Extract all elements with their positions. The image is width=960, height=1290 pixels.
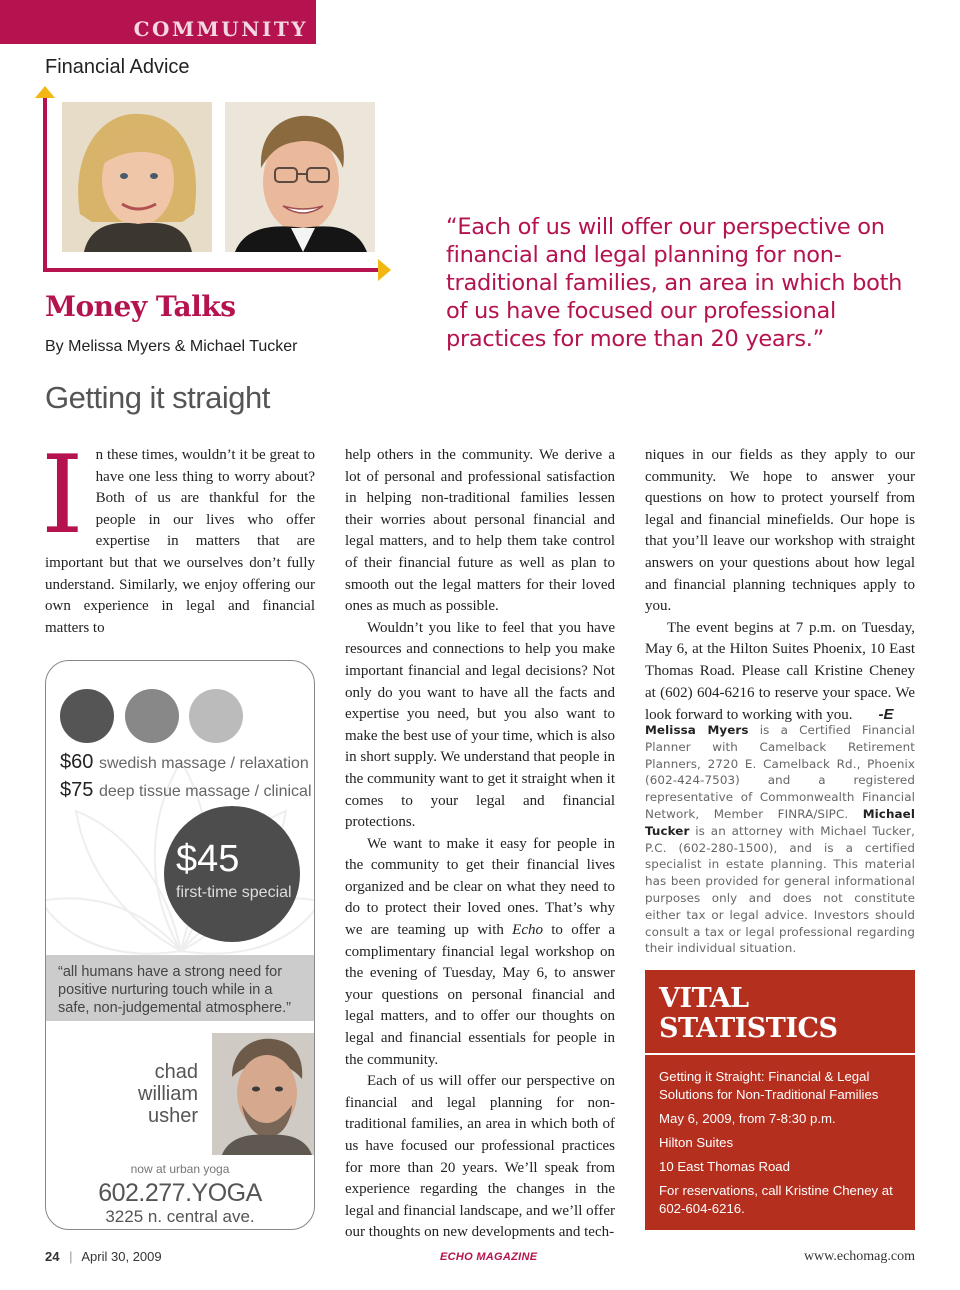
vital-item: 10 East Thomas Road: [659, 1159, 790, 1174]
name-line: william: [138, 1083, 198, 1105]
light-dot-icon: [189, 689, 243, 743]
special-label: first-time special: [176, 884, 292, 901]
price-line: [60, 751, 309, 774]
paragraph: Wouldn’t you like to feel that you have resources and connections to help you make important financial and legal decisions? Not only do you want to have all the facts and expertise you need, but you also want to make the best use of your time, which is also in short supply. We understand that people in the community want to get it straight when it comes to your legal and financial protections.: [345, 619, 615, 831]
author-bio: [645, 722, 915, 957]
bio-name: Melissa Myers: [645, 723, 749, 737]
special-offer-badge: [164, 806, 300, 942]
paragraph: help others in the community. We derive a lot of personal and professional satisfaction in helping non-traditional families lessen their worries about personal financial and legal matters, and to help them take control of their financial future as well as plan to smooth out the legal matters for their loved ones as much as possible.: [345, 447, 615, 615]
magazine-name: Echo: [512, 922, 543, 939]
page-number: [45, 1249, 162, 1264]
section-tab: COMMUNITY: [0, 0, 316, 44]
paragraph: [645, 618, 915, 727]
website-url: www.echomag.com: [803, 1249, 915, 1264]
drop-cap: I: [41, 433, 84, 558]
therapist-photo: [212, 1033, 315, 1155]
article-headline: Money Talks: [45, 290, 236, 323]
vital-item: May 6, 2009, from 7-8:30 p.m.: [659, 1111, 836, 1126]
special-price: $45: [176, 838, 240, 880]
article-subhead: Getting it straight: [45, 380, 270, 415]
paragraph-text: We want to make it easy for people in the community to get their financial lives organized and be clear on what they need to do to protect their loved ones. That’s why we are teaming up with: [345, 835, 615, 939]
frame-vertical-rule: [43, 95, 47, 272]
bio-name: Michael Tucker: [645, 806, 915, 838]
issue-date: April 30, 2009: [81, 1249, 162, 1264]
paragraph: niques in our fields as they apply to our community. We hope to answer your questions on how to protect yourself from legal and financial minefields. Our hope is that you’ll leave our workshop with straight answers on your questions about how legal and financial planning techniques apply to you.: [645, 447, 915, 615]
vital-title-line: STATISTICS: [659, 1013, 838, 1044]
name-line: usher: [147, 1105, 198, 1127]
medium-dot-icon: [125, 689, 179, 743]
price-line: [60, 779, 312, 802]
ad-phone: 602.277.YOGA: [98, 1179, 262, 1207]
vital-item: Hilton Suites: [659, 1135, 734, 1150]
paragraph-text: n these times, wouldn’t it be great to have one less thing to worry about? Both of us are thankful for the people in our lives who offer expertise in matters that are important but that we ourselves don’t fully understand. Similarly, we enjoy offering our own experience in legal and financial matters to: [45, 447, 315, 636]
vital-title-line: VITAL: [659, 983, 749, 1014]
page-number-value: 24: [45, 1249, 60, 1264]
article-column-1: [41, 433, 315, 639]
pull-quote: “Each of us will offer our perspective on financial and legal planning for non-traditional families, an area in which both of us have focused our professional practices for more than 20 years.”: [446, 214, 903, 352]
article-column-2: [345, 445, 615, 1244]
vital-item: For reservations, call Kristine Cheney at 602-604-6216.: [659, 1183, 893, 1216]
paragraph: [345, 834, 615, 1072]
bio-text: is a Certified Financial Planner with Camelback Retirement Planners, 2720 E. Camelback Rd., Phoenix (602-424-7503) and a registered representative of Commonwealth Financial Network, Member FINRA/SIPC.: [645, 723, 915, 821]
arrow-right-icon: [378, 259, 391, 281]
divider: [645, 1053, 915, 1055]
price: $60: [60, 751, 94, 773]
ad-location: now at urban yoga: [130, 1162, 230, 1176]
arrow-up-icon: [35, 86, 55, 98]
vital-title: [659, 984, 838, 1044]
vital-statistics-box: [645, 970, 915, 1230]
name-line: chad: [154, 1061, 198, 1083]
ad-quote: “all humans have a strong need for positive nurturing touch while in a safe, non-judgemental atmosphere.”: [46, 955, 314, 1021]
bio-text: is an attorney with Michael Tucker, P.C. (602-280-1500), and is a certified specialist in estate planning. This material has been provided for general informational purposes only and does not constitute either tax or legal advice. Investors should consult a tax or legal professional regarding their individual situation.: [645, 823, 915, 956]
frame-horizontal-rule: [43, 268, 378, 272]
service: deep tissue massage / clinical: [98, 783, 312, 800]
paragraph-text: to offer a complimentary financial legal workshop on the evening of Tuesday, May 6, to answer your questions on personal financial and legal matters, and to offer our thoughts on legal and financial essentials for people in the community.: [345, 922, 615, 1068]
price: $75: [60, 779, 94, 801]
section-subtitle: Financial Advice: [45, 56, 190, 78]
author-photo-melissa: [62, 102, 212, 252]
paragraph: [41, 433, 315, 639]
paragraph: Each of us will offer our perspective on financial and legal planning for non-traditional families, an area in which both of us have focused our professional practices for more than 20 years. We’ll speak from experience regarding the changes in the legal and financial landscape, and we’ll offer our thoughts on new developments and tech-: [345, 1073, 616, 1241]
dark-dot-icon: [60, 689, 114, 743]
article-byline: By Melissa Myers & Michael Tucker: [45, 338, 298, 355]
therapist-name: [106, 1061, 198, 1127]
author-photo-michael: [225, 102, 375, 252]
ad-address: 3225 n. central ave.: [105, 1207, 255, 1226]
service: swedish massage / relaxation: [98, 755, 309, 772]
vital-item: Getting it Straight: Financial & Legal Solutions for Non-Traditional Families: [659, 1069, 879, 1102]
separator: |: [69, 1249, 73, 1264]
magazine-title: ECHO MAGAZINE: [440, 1251, 538, 1263]
massage-advertisement: [45, 660, 315, 1230]
paragraph-text: The event begins at 7 p.m. on Tuesday, May 6, at the Hilton Suites Phoenix, 10 East Thomas Road. Please call Kristine Cheney at (602) 604-6216 to reserve your space. We look forward to working with you.: [645, 619, 915, 724]
sign-off: -E: [878, 706, 894, 724]
article-column-3: [645, 445, 915, 727]
vital-list: [659, 1068, 909, 1224]
